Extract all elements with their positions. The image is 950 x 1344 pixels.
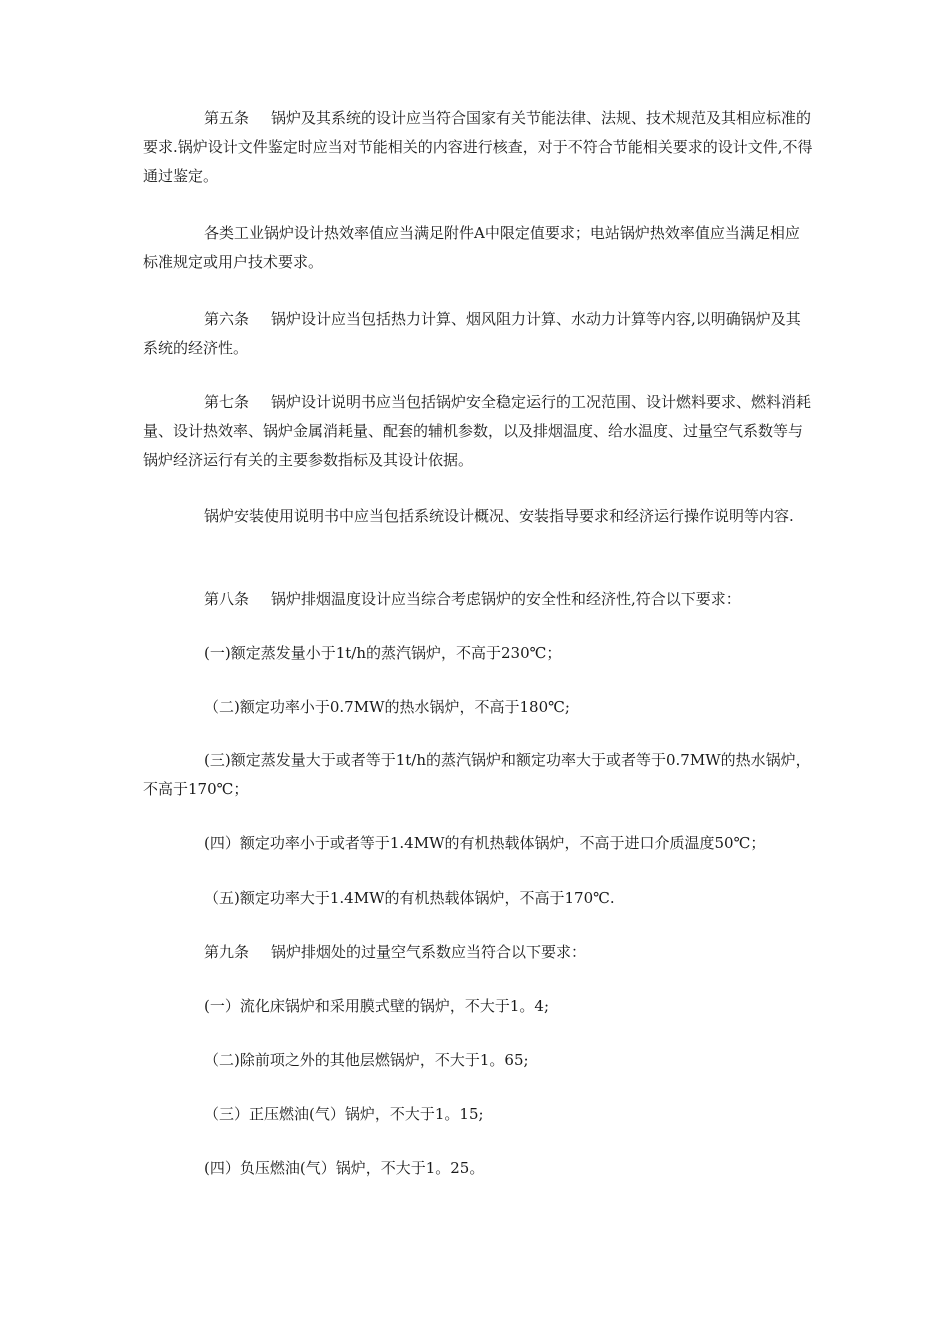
article-8-item-1: (一)额定蒸发量小于1t/h的蒸汽锅炉，不高于230℃；	[204, 644, 562, 662]
article-8-paragraph	[143, 585, 813, 614]
article-8-item-5: （五)额定功率大于1.4MW的有机热载体锅炉，不高于170℃.	[204, 889, 615, 907]
article-5-text: 锅炉及其系统的设计应当符合国家有关节能法律、法规、技术规范及其相应标准的要求.锅炉设计文件鉴定时应当对节能相关的内容进行核查，对于不符合节能相关要求的设计文件,不得通过鉴定。	[143, 109, 813, 185]
article-9-paragraph	[143, 938, 813, 967]
article-9-item-2: （二)除前项之外的其他层燃锅炉，不大于1。65;	[204, 1051, 529, 1069]
article-6-paragraph	[143, 305, 813, 363]
article-7-text: 锅炉设计说明书应当包括锅炉安全稳定运行的工况范围、设计燃料要求、燃料消耗量、设计热效率、锅炉金属消耗量、配套的辅机参数，以及排烟温度、给水温度、过量空气系数等与锅炉经济运行有关的主要参数指标及其设计依据。	[143, 393, 812, 469]
article-8-item-3: (三)额定蒸发量大于或者等于1t/h的蒸汽锅炉和额定功率大于或者等于0.7MW的热水锅炉，不高于170℃；	[143, 751, 811, 798]
article-7-number: 第七条	[204, 393, 250, 411]
article-9-item-3: （三）正压燃油(气）锅炉，不大于1。15;	[204, 1105, 484, 1123]
article-8-text: 锅炉排烟温度设计应当综合考虑锅炉的安全性和经济性,符合以下要求：	[271, 590, 741, 608]
article-9-item-4: (四）负压燃油(气）锅炉，不大于1。25。	[204, 1159, 485, 1177]
article-5-efficiency-paragraph: 各类工业锅炉设计热效率值应当满足附件A中限定值要求；电站锅炉热效率值应当满足相应标准规定或用户技术要求。	[143, 224, 800, 271]
article-6-text: 锅炉设计应当包括热力计算、烟风阻力计算、水动力计算等内容,以明确锅炉及其系统的经济性。	[143, 310, 801, 357]
article-8-item-2: （二)额定功率小于0.7MW的热水锅炉，不高于180℃;	[204, 698, 570, 716]
article-7-paragraph	[143, 388, 813, 475]
article-9-item-1: (一）流化床锅炉和采用膜式壁的锅炉，不大于1。4;	[204, 997, 549, 1015]
article-8-item-4: (四）额定功率小于或者等于1.4MW的有机热载体锅炉，不高于进口介质温度50℃；	[204, 834, 766, 852]
article-5-number: 第五条	[204, 109, 250, 127]
article-8-number: 第八条	[204, 590, 250, 608]
article-6-number: 第六条	[204, 310, 250, 328]
article-9-text: 锅炉排烟处的过量空气系数应当符合以下要求：	[271, 943, 587, 961]
article-9-number: 第九条	[204, 943, 250, 961]
article-7-manual-paragraph: 锅炉安装使用说明书中应当包括系统设计概况、安装指导要求和经济运行操作说明等内容.	[204, 507, 794, 525]
article-5-paragraph	[143, 104, 813, 191]
